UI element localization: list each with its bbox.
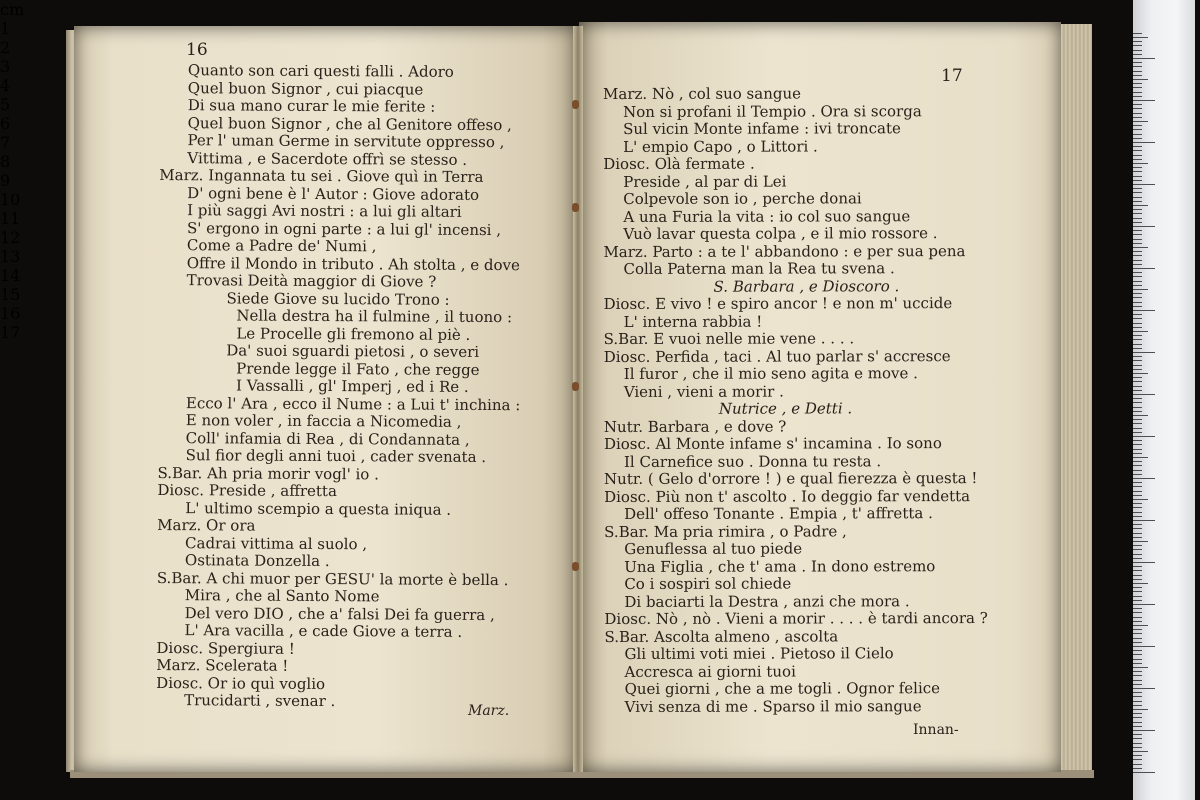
text-line: Prende legge il Fato , che regge <box>236 358 480 379</box>
text-line: Diosc. Al Monte infame s' incamina . Io sono <box>603 434 942 453</box>
text-line: Vieni , vieni a morir . <box>623 382 784 401</box>
ruler-tick <box>1133 348 1142 349</box>
ruler-tick <box>1133 138 1142 139</box>
ruler-scale <box>0 0 24 342</box>
ruler-tick <box>1133 759 1142 760</box>
text-line: Offre il Mondo in tributo . Ah stolta , e dove <box>186 253 520 274</box>
ruler-tick <box>1133 747 1142 748</box>
ruler-tick <box>1133 730 1155 731</box>
ruler-tick <box>1133 453 1142 454</box>
ruler-tick <box>1133 394 1155 395</box>
text-line: Diosc. Nò , nò . Vieni a morir . . . . è tardi ancora ? <box>604 608 988 628</box>
ruler-tick <box>1133 482 1142 483</box>
text-line: Nutr. ( Gelo d'orrore ! ) e qual fierezza è questa ! <box>604 469 978 488</box>
text-line: Da' suoi sguardi pietosi , o severi <box>226 341 480 361</box>
ruler-tick <box>1133 650 1142 651</box>
ruler-tick <box>1133 495 1142 496</box>
ruler-tick <box>1133 684 1142 685</box>
ruler-tick <box>1133 285 1142 286</box>
ruler-tick <box>1133 176 1142 177</box>
ruler-tick <box>1133 478 1155 479</box>
ruler-tick <box>1133 205 1148 206</box>
measuring-ruler <box>1133 0 1195 800</box>
ruler-tick <box>1133 705 1142 706</box>
ruler-tick <box>1133 608 1142 609</box>
ruler-tick <box>1133 457 1148 458</box>
ruler-tick <box>1133 260 1142 261</box>
ruler-tick <box>1133 268 1155 269</box>
ruler-tick <box>1133 390 1142 391</box>
ruler-tick <box>1133 428 1142 429</box>
ruler-tick <box>1133 134 1142 135</box>
ruler-tick <box>1133 659 1142 660</box>
ruler-tick <box>1133 621 1142 622</box>
text-line: Mira , che al Santo Nome <box>184 586 380 606</box>
ruler-tick <box>1133 96 1142 97</box>
ruler-tick <box>1133 549 1142 550</box>
ruler-tick <box>1133 465 1142 466</box>
ruler-number: 14 <box>0 266 21 285</box>
ruler-number: 2 <box>0 38 11 57</box>
ruler-tick <box>1133 100 1155 101</box>
ruler-tick <box>1133 226 1155 227</box>
ruler-tick <box>1133 142 1155 143</box>
ruler-tick <box>1133 688 1155 689</box>
text-line: S. Barbara , e Dioscoro . <box>713 276 900 296</box>
text-line: Marz. Scelerata ! <box>156 655 289 675</box>
ruler-tick <box>1133 612 1142 613</box>
ruler-tick <box>1133 541 1148 542</box>
ruler-tick <box>1133 554 1142 555</box>
ruler-tick <box>1133 474 1142 475</box>
ruler-tick <box>1133 37 1148 38</box>
ruler-tick <box>1133 381 1142 382</box>
ruler-tick <box>1133 520 1155 521</box>
ruler-tick <box>1133 486 1142 487</box>
ruler-tick <box>1133 726 1142 727</box>
ruler-number: 3 <box>0 57 11 76</box>
text-line: Trovasi Deità maggior di Giove ? <box>186 271 437 291</box>
text-line: S' ergono in ogni parte : a lui gl' incensi , <box>186 218 502 239</box>
ruler-tick <box>1133 45 1142 46</box>
ruler-tick <box>1133 167 1142 168</box>
ruler-tick <box>1133 512 1142 513</box>
ruler-tick <box>1133 71 1142 72</box>
text-line: Quanto son cari questi falli . Adoro <box>187 61 454 81</box>
text-line: Coll' infamia di Rea , di Condannata , <box>185 428 470 449</box>
ruler-tick <box>1133 117 1142 118</box>
right-page-number: 17 <box>941 66 963 86</box>
ruler-tick <box>1133 575 1142 576</box>
ruler-tick <box>1133 62 1142 63</box>
ruler-tick <box>1133 54 1142 55</box>
ruler-tick <box>1133 398 1142 399</box>
text-line: Diosc. Preside , affretta <box>157 480 337 501</box>
ruler-number: cm <box>0 0 25 19</box>
ruler-tick <box>1133 188 1142 189</box>
ruler-tick <box>1133 503 1142 504</box>
ruler-tick <box>1133 558 1142 559</box>
ruler-tick <box>1133 218 1142 219</box>
ruler-tick <box>1133 566 1142 567</box>
ruler-tick <box>1133 239 1142 240</box>
ruler-tick <box>1133 255 1142 256</box>
text-line: L' Ara vacilla , e cade Giove a terra . <box>184 621 463 641</box>
ruler-tick <box>1133 75 1142 76</box>
ruler-tick <box>1133 335 1142 336</box>
ruler-tick <box>1133 436 1155 437</box>
text-line: Quel buon Signor , cui piacque <box>187 78 424 99</box>
ruler-tick <box>1133 423 1142 424</box>
ruler-tick <box>1133 461 1142 462</box>
ruler-tick <box>1133 675 1142 676</box>
left-catchword: Marz. <box>468 703 510 719</box>
ruler-tick <box>1133 247 1148 248</box>
ruler-tick <box>1133 92 1142 93</box>
ruler-tick <box>1133 356 1142 357</box>
ruler-tick <box>1133 516 1142 517</box>
ruler-tick <box>1133 537 1142 538</box>
ruler-tick <box>1133 352 1155 353</box>
text-line: Non si profani il Tempio . Ora si scorga <box>623 101 922 121</box>
ruler-tick <box>1133 297 1142 298</box>
ruler-tick <box>1133 293 1142 294</box>
ruler-number: 10 <box>0 190 21 209</box>
text-line: S.Bar. Ma pria rimira , o Padre , <box>604 521 847 541</box>
ruler-tick <box>1133 743 1142 744</box>
ruler-tick <box>1133 449 1142 450</box>
ruler-number: 15 <box>0 285 21 304</box>
text-line: Diosc. Or io quì voglio <box>156 673 326 693</box>
text-line: Sul vicin Monte infame : ivi troncate <box>623 119 901 138</box>
ruler-tick <box>1133 108 1142 109</box>
ruler-number: 6 <box>0 114 11 133</box>
ruler-tick <box>1133 600 1142 601</box>
text-line: Nutr. Barbara , e dove ? <box>603 417 787 436</box>
ruler-tick <box>1133 625 1148 626</box>
text-line: Colla Paterna man la Rea tu svena . <box>623 259 895 278</box>
ruler-number: 12 <box>0 228 21 247</box>
ruler-tick <box>1133 701 1142 702</box>
ruler-tick <box>1133 755 1142 756</box>
text-line: I Vassalli , gl' Imperj , ed i Re . <box>235 376 469 396</box>
ruler-tick <box>1133 201 1142 202</box>
ruler-tick <box>1133 524 1142 525</box>
text-line: Siede Giove su lucido Trono : <box>226 288 450 309</box>
ruler-tick <box>1133 209 1142 210</box>
text-line: Colpevole son io , perche donai <box>623 189 862 208</box>
text-line: Di sua mano curar le mie ferite : <box>187 96 436 116</box>
ruler-tick <box>1133 663 1142 664</box>
ruler-tick <box>1133 407 1142 408</box>
ruler-tick <box>1133 377 1142 378</box>
ruler-number: 1 <box>0 19 11 38</box>
ruler-tick <box>1133 671 1142 672</box>
text-line: L' interna rabbia ! <box>623 312 763 331</box>
text-line: Marz. Or ora <box>157 515 256 535</box>
text-line: S.Bar. Ah pria morir vogl' io . <box>157 463 379 483</box>
ruler-tick <box>1133 722 1142 723</box>
text-line: Cadrai vittima al suolo , <box>185 533 368 553</box>
ruler-tick <box>1133 646 1155 647</box>
left-page-text <box>156 62 522 712</box>
ruler-tick <box>1133 197 1142 198</box>
ruler-number: 5 <box>0 95 11 114</box>
ruler-tick <box>1133 163 1148 164</box>
ruler-tick <box>1133 58 1155 59</box>
text-line: D' ogni bene è l' Autor : Giove adorato <box>187 183 480 204</box>
ruler-tick <box>1133 596 1142 597</box>
ruler-tick <box>1133 583 1148 584</box>
ruler-tick <box>1133 667 1148 668</box>
ruler-tick <box>1133 104 1142 105</box>
text-line: Quel buon Signor , che al Genitore offeso , <box>187 113 512 134</box>
ruler-tick <box>1133 440 1142 441</box>
binding-stitch <box>572 382 579 391</box>
text-line: Gli ultimi voti miei . Pietoso il Cielo <box>624 644 894 663</box>
ruler-number: 4 <box>0 76 11 95</box>
ruler-tick <box>1133 234 1142 235</box>
ruler-tick <box>1133 289 1148 290</box>
ruler-tick <box>1133 738 1142 739</box>
ruler-tick <box>1133 306 1142 307</box>
ruler-tick <box>1133 642 1142 643</box>
text-line: Una Figlia , che t' ama . In dono estremo <box>624 556 936 576</box>
ruler-tick <box>1133 150 1142 151</box>
text-line: Diosc. Perfida , taci . Al tuo parlar s' accresce <box>603 346 951 366</box>
ruler-tick <box>1133 125 1142 126</box>
ruler-tick <box>1133 717 1142 718</box>
text-line: Preside , al par di Lei <box>623 172 787 191</box>
ruler-tick <box>1133 213 1142 214</box>
ruler-tick <box>1133 146 1142 147</box>
text-line: Ostinata Donzella . <box>184 551 330 571</box>
text-line: Ecco l' Ara , ecco il Nume : a Lui t' inchina : <box>185 393 521 414</box>
ruler-tick <box>1133 50 1142 51</box>
ruler-tick <box>1133 545 1142 546</box>
ruler-tick <box>1133 87 1142 88</box>
text-line: Le Procelle gli fremono al piè . <box>236 323 471 344</box>
ruler-tick <box>1133 604 1155 605</box>
text-line: Marz. Nò , col suo sangue <box>602 84 802 103</box>
text-line: Di baciarti la Destra , anzi che mora . <box>624 591 910 611</box>
ruler-tick <box>1133 281 1142 282</box>
ruler-tick <box>1133 751 1148 752</box>
binding-stitch <box>572 562 579 571</box>
ruler-tick <box>1133 638 1142 639</box>
text-line: Nella destra ha il fulmine , il tuono : <box>236 306 513 327</box>
ruler-tick <box>1133 264 1142 265</box>
text-line: Marz. Ingannata tu sei . Giove quì in Terra <box>159 165 484 186</box>
ruler-tick <box>1133 415 1148 416</box>
ruler-tick <box>1133 230 1142 231</box>
left-page-number: 16 <box>186 40 208 60</box>
text-line: Genuflessa al tuo piede <box>624 539 803 558</box>
ruler-tick <box>1133 386 1142 387</box>
ruler-tick <box>1133 113 1142 114</box>
ruler-tick <box>1133 617 1142 618</box>
ruler-tick <box>1133 696 1142 697</box>
text-line: Sul fior degli anni tuoi , cader svenata . <box>185 446 487 466</box>
ruler-tick <box>1133 772 1155 773</box>
ruler-number: 17 <box>0 323 21 342</box>
ruler-tick <box>1133 360 1142 361</box>
ruler-tick <box>1133 180 1142 181</box>
ruler-tick <box>1133 570 1142 571</box>
text-line: S.Bar. E vuoi nelle mie vene . . . . <box>603 329 855 348</box>
text-line: Co i sospiri sol chiede <box>624 574 792 593</box>
ruler-tick <box>1133 276 1142 277</box>
ruler-tick <box>1133 491 1142 492</box>
text-line: Diosc. Olà fermate . <box>603 154 755 173</box>
ruler-number: 13 <box>0 247 21 266</box>
ruler-tick <box>1133 314 1142 315</box>
ruler-tick <box>1133 310 1155 311</box>
ruler-tick <box>1133 713 1142 714</box>
text-line: Diosc. Spergiura ! <box>156 638 295 658</box>
right-catchword: Innan- <box>913 722 959 738</box>
text-line: Quei giorni , che a me togli . Ognor felice <box>624 679 941 698</box>
ruler-tick <box>1133 192 1142 193</box>
ruler-tick <box>1133 528 1142 529</box>
ruler-tick <box>1133 184 1155 185</box>
ruler-number: 11 <box>0 209 21 228</box>
ruler-tick <box>1133 499 1148 500</box>
ruler-number: 16 <box>0 304 21 323</box>
text-line: Diosc. E vivo ! e spiro ancor ! e non m' uccide <box>603 294 953 313</box>
text-line: L' ultimo scempio a questa iniqua . <box>185 498 452 519</box>
text-line: Vittima , e Sacerdote offrì se stesso . <box>187 148 468 169</box>
ruler-tick <box>1133 507 1142 508</box>
text-line: Dell' offeso Tonante . Empia , t' affretta . <box>624 504 933 523</box>
ruler-number: 9 <box>0 171 11 190</box>
ruler-tick <box>1133 734 1142 735</box>
text-line: Il furor , che il mio seno agita e move . <box>623 364 918 383</box>
text-line: I più saggi Avi nostri : a lui gli altari <box>187 201 462 221</box>
ruler-tick <box>1133 344 1142 345</box>
ruler-tick <box>1133 419 1142 420</box>
ruler-tick <box>1133 444 1142 445</box>
book-gutter <box>573 26 583 772</box>
text-line: L' empio Capo , o Littori . <box>623 136 818 156</box>
ruler-tick <box>1133 222 1142 223</box>
ruler-tick <box>1133 171 1142 172</box>
text-line: A una Furia la vita : io col suo sangue <box>623 206 911 226</box>
ruler-tick <box>1133 533 1142 534</box>
text-line: Vivi senza di me . Sparso il mio sangue <box>624 696 922 716</box>
ruler-tick <box>1133 709 1148 710</box>
ruler-tick <box>1133 591 1142 592</box>
ruler-tick <box>1133 373 1148 374</box>
ruler-tick <box>1133 323 1142 324</box>
ruler-tick <box>1133 470 1142 471</box>
ruler-tick <box>1133 680 1142 681</box>
text-line: Vuò lavar questa colpa , e il mio rossore . <box>623 224 938 243</box>
ruler-tick <box>1133 562 1155 563</box>
text-line: Come a Padre de' Numi , <box>186 236 377 256</box>
ruler-tick <box>1133 272 1142 273</box>
ruler-tick <box>1133 654 1142 655</box>
text-line: Marz. Parto : a te l' abbandono : e per sua pena <box>603 241 966 261</box>
ruler-tick <box>1133 33 1142 34</box>
ruler-tick <box>1133 121 1148 122</box>
ruler-tick <box>1133 633 1142 634</box>
binding-stitch <box>572 100 579 109</box>
text-line: Del vero DIO , che a' falsi Dei fa guerra , <box>184 603 495 624</box>
ruler-tick <box>1133 432 1142 433</box>
text-line: Diosc. Più non t' ascolto . Io deggio far vendetta <box>604 486 971 506</box>
ruler-tick <box>1133 243 1142 244</box>
ruler-tick <box>1133 331 1148 332</box>
text-line: Accresca ai giorni tuoi <box>624 661 796 681</box>
binding-stitch <box>572 203 579 212</box>
ruler-tick <box>1133 159 1142 160</box>
right-page-text <box>603 85 988 716</box>
ruler-number: 8 <box>0 152 11 171</box>
ruler-tick <box>1133 365 1142 366</box>
text-line: E non voler , in faccia a Nicomedia , <box>185 411 462 431</box>
ruler-tick <box>1133 629 1142 630</box>
text-line: Per l' uman Germe in servitute oppresso , <box>187 131 505 152</box>
ruler-tick <box>1133 369 1142 370</box>
ruler-tick <box>1133 587 1142 588</box>
ruler-tick <box>1133 768 1142 769</box>
ruler-tick <box>1133 764 1142 765</box>
ruler-number: 7 <box>0 133 11 152</box>
ruler-tick <box>1133 79 1148 80</box>
text-line: Il Carnefice suo . Donna tu resta . <box>623 451 882 471</box>
ruler-tick <box>1133 41 1142 42</box>
ruler-tick <box>1133 579 1142 580</box>
text-line: Trucidarti , svenar . <box>184 691 336 711</box>
right-page-edges <box>1058 24 1092 772</box>
ruler-tick <box>1133 129 1142 130</box>
ruler-tick <box>1133 339 1142 340</box>
ruler-tick <box>1133 402 1142 403</box>
ruler-tick <box>1133 318 1142 319</box>
text-line: S.Bar. A chi muor per GESU' la morte è bella . <box>156 568 509 589</box>
ruler-tick <box>1133 83 1142 84</box>
ruler-tick <box>1133 411 1142 412</box>
ruler-tick <box>1133 66 1142 67</box>
text-line: Nutrice , e Detti . <box>718 399 853 418</box>
ruler-tick <box>1133 327 1142 328</box>
ruler-tick <box>1133 302 1142 303</box>
text-line: S.Bar. Ascolta almeno , ascolta <box>604 626 839 646</box>
ruler-tick <box>1133 155 1142 156</box>
ruler-tick <box>1133 692 1142 693</box>
ruler-tick <box>1133 251 1142 252</box>
